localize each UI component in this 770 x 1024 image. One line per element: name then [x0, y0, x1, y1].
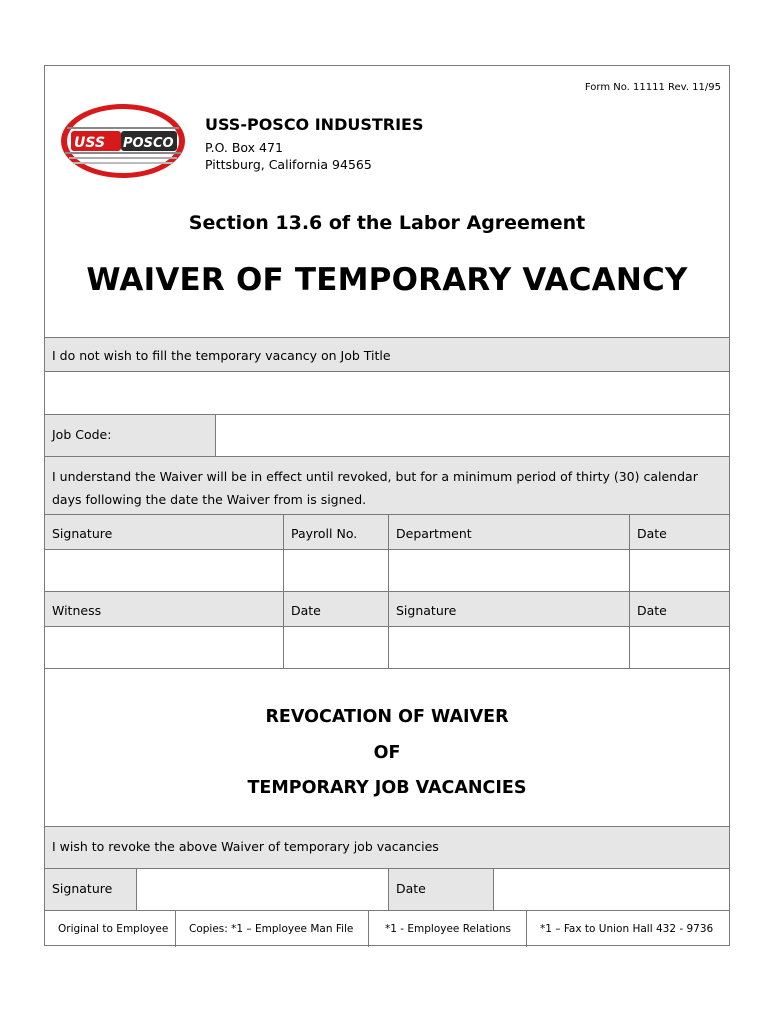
witness-header: Witness: [52, 603, 102, 618]
payroll-no-header: Payroll No.: [291, 526, 358, 541]
revocation-date-label: Date: [396, 881, 426, 896]
revocation-date-field[interactable]: [493, 869, 729, 910]
payroll-no-field[interactable]: [283, 550, 388, 591]
copy-employee-relations: *1 - Employee Relations: [385, 923, 511, 935]
job-code-label-cell: [45, 415, 215, 456]
witness-date-header: Date: [291, 603, 321, 618]
job-code-field[interactable]: [215, 415, 729, 456]
job-title-prompt-row: [45, 337, 729, 371]
employee-signature-field[interactable]: [45, 550, 283, 591]
date-header-cell: [629, 515, 729, 549]
witness-entry-row: [45, 626, 729, 668]
witness-header-cell: [45, 592, 283, 626]
witness-date2-header-cell: [629, 592, 729, 626]
revocation-heading-block: [45, 668, 729, 826]
copies-footer-row: [45, 910, 729, 947]
revocation-signature-field[interactable]: [136, 869, 388, 910]
date-header: Date: [637, 526, 667, 541]
revocation-title-line1: REVOCATION OF WAIVER: [265, 707, 509, 727]
revoke-prompt: I wish to revoke the above Waiver of temporary job vacancies: [52, 839, 439, 854]
witness-header-row: [45, 591, 729, 626]
waiver-terms-row: [45, 456, 729, 514]
signature-header: Signature: [52, 526, 113, 541]
department-header-cell: [388, 515, 629, 549]
waiver-terms-line1: I understand the Waiver will be in effect until revoked, but for a minimum period of thirty (30) calendar: [52, 469, 698, 484]
signature-header-cell: [45, 515, 283, 549]
witness-date2-field[interactable]: [629, 627, 729, 668]
copy-original: Original to Employee: [58, 923, 169, 935]
waiver-terms-line2: days following the date the Waiver from is signed.: [52, 492, 367, 507]
revocation-signature-label: Signature: [52, 881, 113, 896]
witness-signature-header: Signature: [396, 603, 457, 618]
job-title-prompt: I do not wish to fill the temporary vacancy on Job Title: [52, 348, 391, 363]
copy-relations-cell: [368, 911, 526, 947]
uss-posco-logo: [59, 102, 187, 180]
company-address-line2: Pittsburg, California 94565: [205, 157, 372, 172]
copy-man-file-cell: [175, 911, 368, 947]
revocation-title-line3: TEMPORARY JOB VACANCIES: [247, 778, 527, 798]
revocation-title-line2: OF: [373, 743, 401, 763]
witness-signature-header-cell: [388, 592, 629, 626]
witness-field[interactable]: [45, 627, 283, 668]
revocation-signature-row: [45, 868, 729, 910]
section-heading: Section 13.6 of the Labor Agreement: [188, 212, 586, 234]
witness-signature-field[interactable]: [388, 627, 629, 668]
employee-entry-row: [45, 549, 729, 591]
witness-date-field[interactable]: [283, 627, 388, 668]
revocation-signature-label-cell: [45, 869, 136, 910]
employee-header-row: [45, 514, 729, 549]
job-title-field[interactable]: [45, 371, 729, 414]
waiver-form: [44, 65, 730, 946]
copy-union-hall-cell: [526, 911, 729, 947]
witness-date-header-cell: [283, 592, 388, 626]
job-code-label: Job Code:: [52, 427, 112, 442]
department-header: Department: [396, 526, 472, 541]
employee-date-field[interactable]: [629, 550, 729, 591]
form-number: Form No. 11111 Rev. 11/95: [584, 82, 721, 93]
revoke-prompt-row: [45, 826, 729, 868]
copy-union-hall: *1 – Fax to Union Hall 432 - 9736: [540, 923, 714, 935]
form-title: WAIVER OF TEMPORARY VACANCY: [86, 262, 688, 298]
payroll-header-cell: [283, 515, 388, 549]
job-code-row: [45, 414, 729, 456]
witness-date2-header: Date: [637, 603, 667, 618]
department-field[interactable]: [388, 550, 629, 591]
svg-text:POSCO: POSCO: [123, 136, 174, 151]
copy-man-file: Copies: *1 – Employee Man File: [189, 923, 354, 935]
copy-original-cell: [45, 911, 175, 947]
revocation-date-label-cell: [388, 869, 493, 910]
svg-text:USS: USS: [74, 135, 106, 151]
company-address-line1: P.O. Box 471: [205, 140, 283, 155]
company-name: USS-POSCO INDUSTRIES: [205, 115, 424, 134]
